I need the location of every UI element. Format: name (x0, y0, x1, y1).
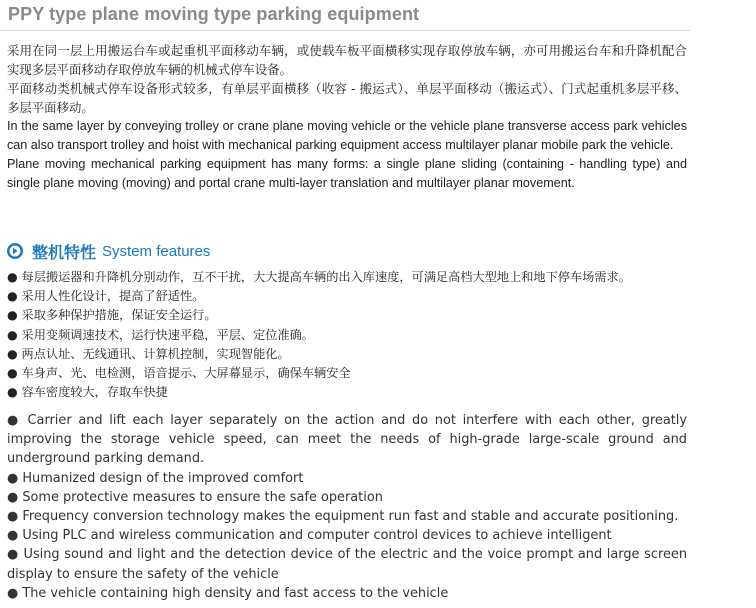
intro-paragraph-en-1: In the same layer by conveying trolley or crane plane moving vehicle or the vehicle plane transverse access park vehicles can also transport trolley and hoist with mechanical parking equipment access multilayer planar mobile park the vehicle. (7, 119, 687, 152)
list-item: ● The vehicle containing high density and fast access to the vehicle (7, 585, 449, 601)
intro-paragraph-cn-2: 平面移动类机械式停车设备形式较多，有单层平面横移（收容 - 搬运式）、单层平面移动（搬运式）、门式起重机多层平移、多层平面移动。 (7, 81, 687, 115)
intro-paragraph-cn-1: 采用在同一层上用搬运台车或起重机平面移动车辆，或使载车板平面横移实现存取停放车辆，亦可用搬运台车和升降机配合实现多层平面移动存取停放车辆的机械式停车设备。 (7, 43, 687, 77)
list-item: ● Carrier and lift each layer separately on the action and do not interfere with each other, greatly improving the storage vehicle speed, can meet the needs of high-grade large-scale ground and underground parking demand. (7, 413, 687, 467)
page-title: PPY type plane moving type parking equipment (8, 4, 420, 24)
list-item: ● Humanized design of the improved comfort (7, 470, 304, 486)
intro-paragraph-en-2: Plane moving mechanical parking equipment has many forms: a single plane sliding (containing - handling type) and single plane moving (moving) and portal crane multi-layer translation and multilayer planar movement. (7, 157, 687, 190)
section-heading (6, 240, 210, 262)
list-item: ● 两点认址、无线通讯、计算机控制，实现智能化。 (7, 346, 290, 361)
list-item: ● Frequency conversion technology makes the equipment run fast and stable and accurate positioning. (7, 509, 679, 525)
intro-text (7, 41, 687, 193)
list-item: ● 容车密度较大，存取车快捷 (7, 385, 168, 400)
list-item: ● Using PLC and wireless communication and computer control devices to achieve intelligent (7, 528, 612, 544)
list-item: ● 采用人性化设计，提高了舒适性。 (7, 289, 205, 304)
list-item: ● Using sound and light and the detection device of the electric and the voice prompt and large screen display to ensure the safety of the vehicle (7, 547, 687, 582)
list-item: ● 车身声、光、电检测，语音提示、大屏幕显示，确保车辆安全 (7, 366, 351, 381)
list-item: ● 每层搬运器和升降机分别动作，互不干扰，大大提高车辆的出入库速度，可满足高档大型地上和地下停车场需求。 (7, 270, 631, 284)
list-item: ● Some protective measures to ensure the safe operation (7, 489, 383, 505)
features-list-en (7, 411, 687, 603)
features-list-cn (7, 268, 707, 402)
list-item: ● 采用变频调速技术，运行快速平稳，平层、定位准确。 (7, 327, 315, 342)
title-bar (0, 0, 690, 31)
section-title-en: System features (102, 242, 211, 260)
list-item: ● 采取多种保护措施，保证安全运行。 (7, 308, 217, 323)
section-title-zh: 整机特性 (32, 242, 97, 262)
circle-arrow-icon (6, 242, 24, 260)
